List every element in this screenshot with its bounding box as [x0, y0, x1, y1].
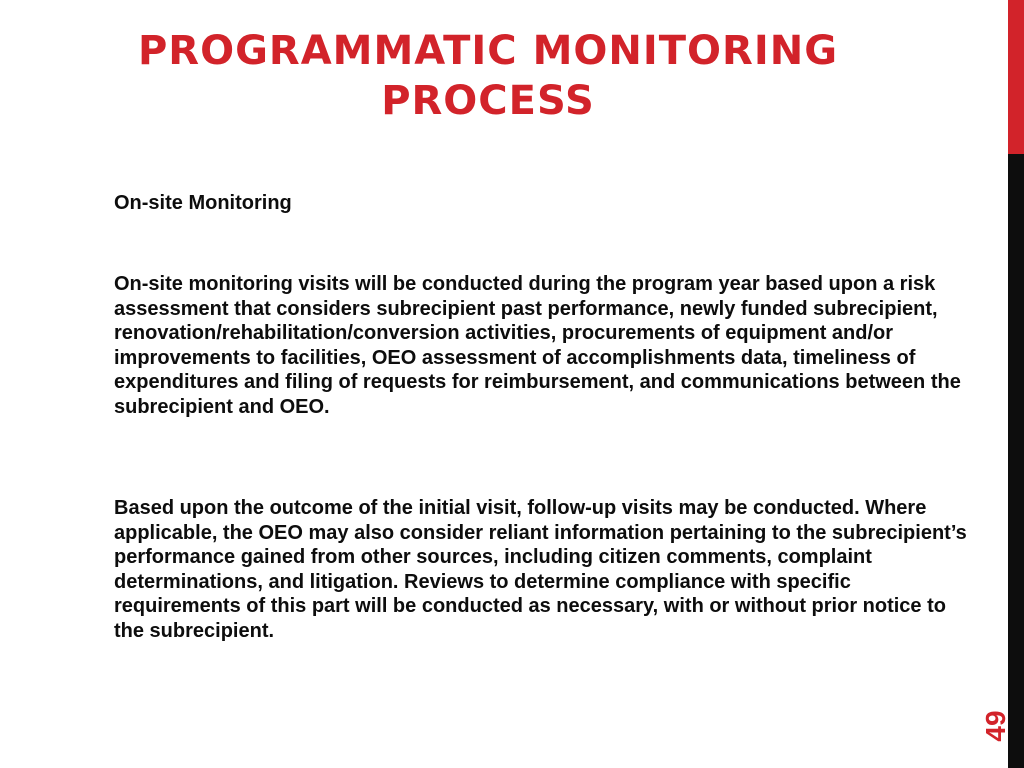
- body-paragraph-1: On-site monitoring visits will be conducted during the program year based upon a risk assessment that considers subrecipient past performance, newly funded subrecipient, renovation/rehabilitation/conversion activities, procurements of equipment and/or improvements to facilities, OEO assessment of accomplishments data, timeliness of expenditures and filing of requests for reimbursement, and communications between the subrecipient and OEO.: [114, 273, 961, 418]
- body-paragraph-2: Based upon the outcome of the initial visit, follow-up visits may be conducted. Where applicable, the OEO may also consider reliant information pertaining to the subrecipient’s performance gained from other sources, including citizen comments, complaint determinations, and litigation. Reviews to determine compliance with specific requirements of this part will be conducted as necessary, with or without prior notice to the subrecipient.: [114, 497, 967, 642]
- accent-bar-red: [1008, 0, 1024, 154]
- slide-title: PROGRAMMATIC MONITORING PROCESS: [137, 28, 839, 124]
- accent-bar-dark: [1008, 154, 1024, 768]
- section-subheading: On-site Monitoring: [114, 192, 292, 214]
- slide-number: 49: [980, 710, 1011, 742]
